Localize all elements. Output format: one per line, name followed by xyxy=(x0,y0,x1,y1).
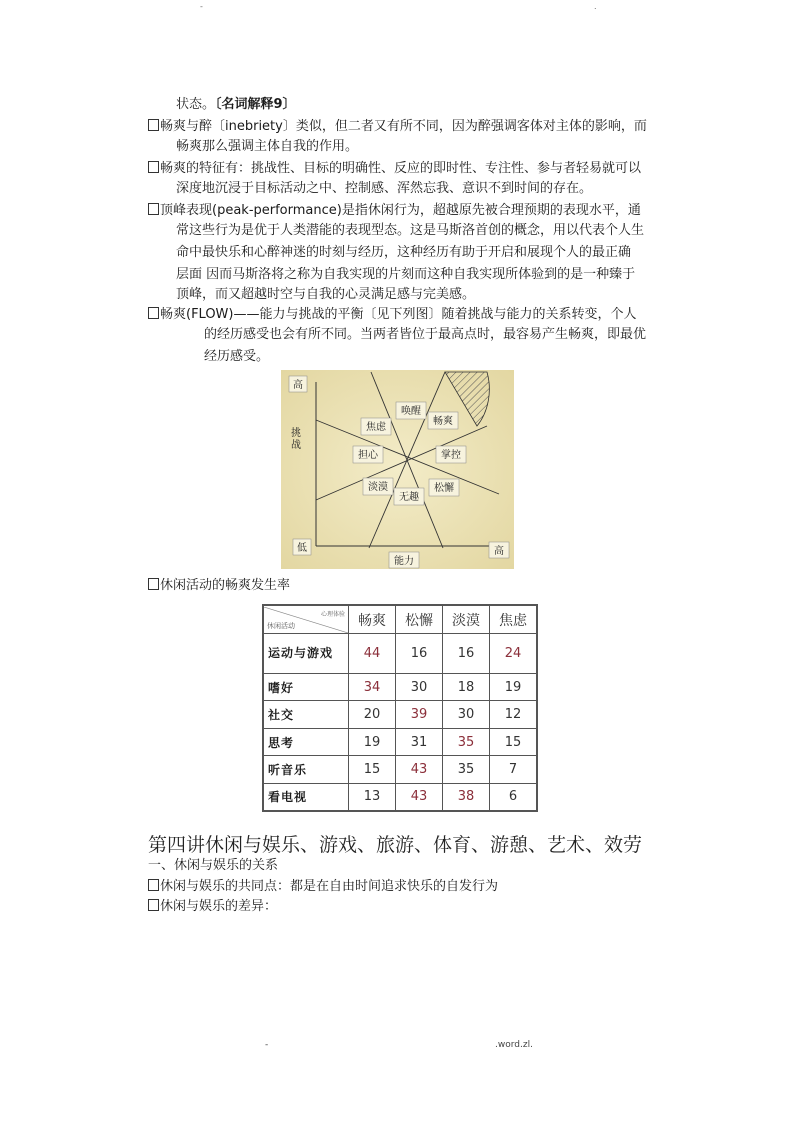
bullet-box-icon xyxy=(148,203,159,215)
column-header: 焦虑 xyxy=(490,606,537,634)
region-flow: 畅爽 xyxy=(433,416,453,427)
table-caption xyxy=(148,577,290,594)
region-control: 掌控 xyxy=(441,450,461,461)
activity-cell: 看电视 xyxy=(264,783,349,810)
table-row xyxy=(264,634,537,674)
value-cell: 39 xyxy=(396,701,443,728)
value-cell: 24 xyxy=(490,634,537,674)
table-header-row xyxy=(264,606,537,634)
value-cell: 18 xyxy=(443,674,490,701)
para-text: 畅爽的特征有：挑战性、目标的明确性、反应的即时性、专注性、参与者轻易就可以 xyxy=(160,161,642,176)
x-high-label: 高 xyxy=(494,546,504,557)
table-row xyxy=(264,674,537,701)
activity-cell: 听音乐 xyxy=(264,756,349,783)
header-left-mark: - xyxy=(200,2,203,11)
para-features-line2: 深度地沉浸于目标活动之中、控制感、浑然忘我、意识不到时间的存在。 xyxy=(176,181,593,196)
para-peak-line3: 命中最快乐和心醉神迷的时刻与经历，这种经历有助于开启和展现个人的最正确 xyxy=(176,245,632,260)
para-peak-line1 xyxy=(148,202,641,219)
table-row xyxy=(264,756,537,783)
para-text: 状态。 xyxy=(176,97,216,112)
value-cell: 35 xyxy=(443,728,490,755)
y-low-label: 低 xyxy=(297,543,307,554)
section-item-text: 休闲与娱乐的差异： xyxy=(160,899,278,914)
para-flow-line1 xyxy=(148,306,637,323)
value-cell: 38 xyxy=(443,783,490,810)
value-cell: 44 xyxy=(349,634,396,674)
value-cell: 20 xyxy=(349,701,396,728)
corner-top-label: 心理体验 xyxy=(320,610,345,618)
para-text: 顶峰表现(peak-performance)是指休闲行为，超越原先被合理预期的表现水平，通 xyxy=(160,203,641,218)
flow-rate-table xyxy=(262,604,538,812)
activity-cell: 运动与游戏 xyxy=(264,634,349,674)
column-header: 淡漠 xyxy=(443,606,490,634)
bullet-box-icon xyxy=(148,119,159,131)
value-cell: 6 xyxy=(490,783,537,810)
region-anxiety: 焦虑 xyxy=(366,422,386,433)
value-cell: 43 xyxy=(396,783,443,810)
para-peak-line2: 常这些行为是优于人类潜能的表现型态。这是马斯洛首创的概念，用以代表个人生 xyxy=(176,223,645,238)
value-cell: 12 xyxy=(490,701,537,728)
value-cell: 19 xyxy=(490,674,537,701)
value-cell: 31 xyxy=(396,728,443,755)
region-apathy: 淡漠 xyxy=(368,482,388,493)
table-row xyxy=(264,701,537,728)
value-cell: 7 xyxy=(490,756,537,783)
table-caption-text: 休闲活动的畅爽发生率 xyxy=(160,578,291,593)
y-axis-label-1: 挑 xyxy=(291,428,301,439)
bullet-box-icon xyxy=(148,307,159,319)
bullet-box-icon xyxy=(148,879,159,891)
column-header: 畅爽 xyxy=(349,606,396,634)
region-worry: 担心 xyxy=(358,450,378,461)
value-cell: 15 xyxy=(490,728,537,755)
table-row xyxy=(264,783,537,810)
region-arousal: 唤醒 xyxy=(401,406,421,417)
value-cell: 35 xyxy=(443,756,490,783)
corner-cell xyxy=(264,606,349,634)
bullet-box-icon xyxy=(148,899,159,911)
section-item-text: 休闲与娱乐的共同点：都是在自由时间追求快乐的自发行为 xyxy=(160,879,499,894)
para-text: 畅爽与醉〔inebriety〕类似，但二者又有所不同，因为醉强调客体对主体的影响，而 xyxy=(160,119,647,134)
activity-cell: 社交 xyxy=(264,701,349,728)
header-right-mark: . xyxy=(594,2,597,11)
value-cell: 30 xyxy=(396,674,443,701)
value-cell: 34 xyxy=(349,674,396,701)
value-cell: 30 xyxy=(443,701,490,728)
activity-cell: 思考 xyxy=(264,728,349,755)
value-cell: 16 xyxy=(396,634,443,674)
para-peak-line4: 层面 因而马斯洛将之称为自我实现的片刻而这种自我实现所体验到的是一种臻于 xyxy=(176,267,636,282)
subsection-title: 一、休闲与娱乐的关系 xyxy=(148,858,279,873)
value-cell: 13 xyxy=(349,783,396,810)
y-high-label: 高 xyxy=(293,380,303,391)
para-flow-line3: 经历感受。 xyxy=(204,349,270,364)
y-axis-label-2: 战 xyxy=(291,440,301,451)
value-cell: 43 xyxy=(396,756,443,783)
region-relaxation: 松懈 xyxy=(434,483,454,494)
flow-diagram xyxy=(281,370,514,569)
value-cell: 19 xyxy=(349,728,396,755)
footer-left: - xyxy=(265,1040,269,1050)
section-item-1 xyxy=(148,878,498,895)
column-header: 松懈 xyxy=(396,606,443,634)
para-flow-line2: 的经历感受也会有所不同。当两者皆位于最高点时，最容易产生畅爽，即最优 xyxy=(204,327,647,342)
para-features-line1 xyxy=(148,160,641,177)
para-status-line xyxy=(176,96,296,113)
region-boredom: 无趣 xyxy=(399,492,419,503)
section-item-2 xyxy=(148,898,277,915)
footer-right: .word.zl. xyxy=(495,1040,533,1050)
table-row xyxy=(264,728,537,755)
bullet-box-icon xyxy=(148,578,159,590)
corner-bottom-label: 休闲活动 xyxy=(267,621,295,630)
section-heading: 第四讲休闲与娱乐、游戏、旅游、体育、游憩、艺术、效劳 xyxy=(148,834,643,856)
bullet-box-icon xyxy=(148,161,159,173)
para-text: 畅爽(FLOW)——能力与挑战的平衡〔见下列图〕随着挑战与能力的关系转变，个人 xyxy=(160,307,637,322)
term-tag: 〔名词解释9〕 xyxy=(215,97,296,112)
activity-cell: 嗜好 xyxy=(264,674,349,701)
x-axis-label: 能力 xyxy=(394,556,414,567)
para-inebriety-line1 xyxy=(148,118,647,135)
value-cell: 15 xyxy=(349,756,396,783)
para-peak-line5: 顶峰，而又超越时空与自我的心灵满足感与完美感。 xyxy=(176,287,476,302)
value-cell: 16 xyxy=(443,634,490,674)
para-inebriety-line2: 畅爽那么强调主体自我的作用。 xyxy=(176,139,359,154)
